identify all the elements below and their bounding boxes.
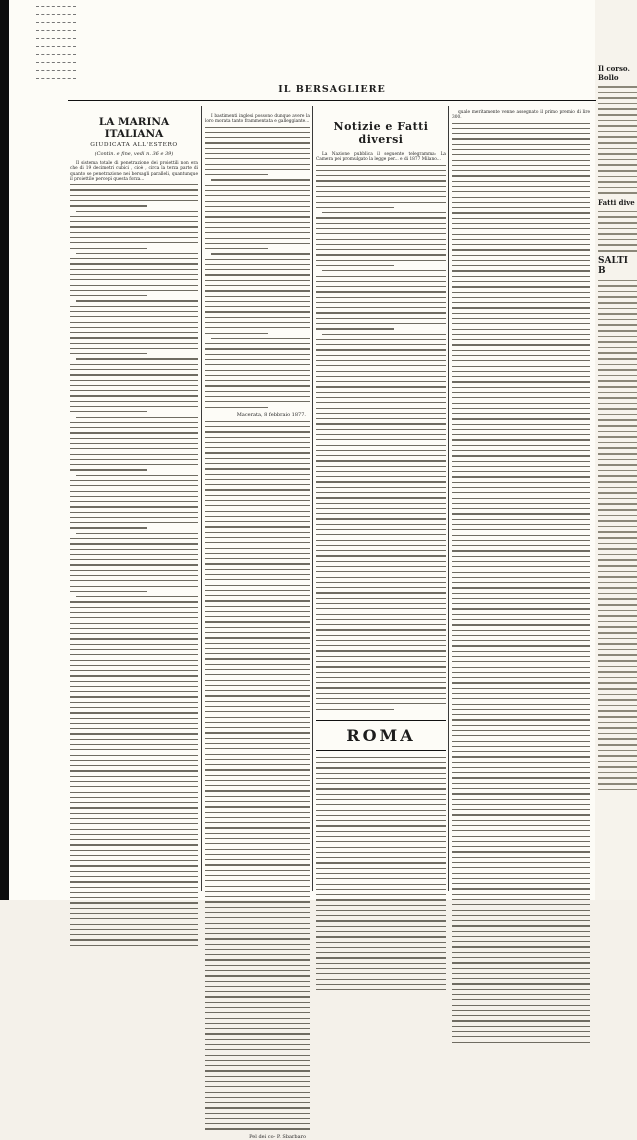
article-text-lines — [70, 184, 198, 946]
masthead-title: IL BERSAGLIERE — [278, 84, 386, 95]
column-1 — [70, 106, 198, 891]
column-2 — [205, 106, 310, 1140]
left-margin-dashes — [36, 0, 76, 78]
article-text-lines — [316, 165, 446, 710]
adjacent-heading: Fatti dive — [598, 197, 635, 207]
article-text-lines — [205, 421, 310, 1130]
column-rule — [312, 106, 313, 891]
adjacent-page-text — [598, 60, 637, 890]
article-subtitle: GIUDICATA ALL'ESTERO — [90, 142, 178, 148]
column-3 — [316, 106, 446, 891]
section-title: Notizie e Fatti diversi — [333, 120, 429, 146]
article-text-lines — [316, 757, 446, 991]
article-title: LA MARINA ITALIANA — [98, 116, 170, 140]
author-signature: Pel dei co- P. Sbarbaro — [249, 1133, 306, 1140]
article-paragraph: La Nazione pubblica il seguente telegramma: La Camera pei promulgato la legge per... e di 1877 Milano... — [316, 152, 446, 163]
header-rule — [68, 100, 596, 101]
column-rule — [448, 106, 449, 891]
page-header — [68, 72, 596, 102]
adjacent-heading: Il corso. Bollo — [598, 64, 630, 82]
column-4 — [452, 106, 590, 891]
adjacent-heading: SALTI B — [598, 255, 628, 276]
article-paragraph: Il sistema totale di penetrazione dei proiettili non era che di 19 decimetri cubici , cioè , circa la terza parte di quanto se penetrazione nei bersagli paralleli, quantunque il proiettile percepì questa forza... — [70, 161, 198, 182]
roma-section-heading: ROMA — [316, 720, 446, 751]
column-rule — [201, 106, 202, 891]
article-paragraph: I bastimenti inglesi possono dunque avere la loro morata tanto frammentata e galleggiante... — [205, 114, 310, 125]
article-continuation-note: (Contin. e fine, vedi n. 36 e 39) — [94, 151, 174, 157]
article-text-lines — [205, 127, 310, 408]
article-text-lines — [452, 123, 590, 1043]
letter-date: Macerata, 8 febbraio 1877. — [236, 411, 306, 418]
article-paragraph: quale meritamente venne assegnato il primo premio di lire 300. — [452, 110, 590, 121]
